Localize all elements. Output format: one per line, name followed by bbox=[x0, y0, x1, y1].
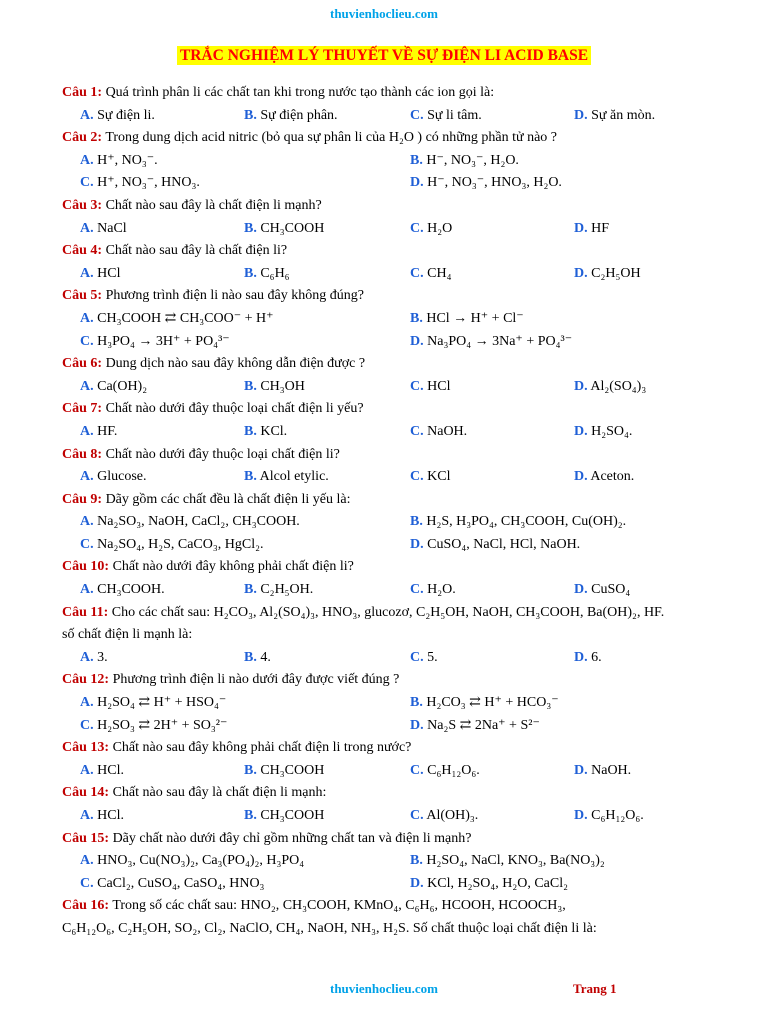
answer-option[interactable] bbox=[410, 511, 626, 533]
answer-option[interactable] bbox=[244, 218, 324, 240]
question-line bbox=[62, 127, 732, 150]
options-row bbox=[62, 647, 732, 670]
answer-option[interactable] bbox=[80, 760, 124, 782]
answer-option[interactable] bbox=[244, 105, 338, 127]
option-label: D. bbox=[410, 717, 424, 733]
option-label: B. bbox=[410, 695, 423, 711]
option-text: H₂O bbox=[427, 220, 453, 236]
question-text: Dung dịch nào sau đây không dẫn điện được ? bbox=[105, 356, 366, 372]
answer-option[interactable] bbox=[244, 263, 290, 285]
option-text: KCl, H₂SO₄, H₂O, CaCl₂ bbox=[427, 875, 568, 891]
options-row bbox=[62, 308, 732, 331]
question-text: Trong số các chất sau: HNO₂, CH₃COOH, KMnO₄, C₆H₆, HCOOH, HCOOCH₃, bbox=[112, 898, 566, 914]
option-text: H₂SO₄. bbox=[591, 423, 633, 439]
option-label: D. bbox=[574, 808, 588, 823]
question-line bbox=[62, 398, 732, 421]
question-text: Chất nào sau đây là chất điện li mạnh? bbox=[105, 197, 322, 213]
option-label: A. bbox=[80, 853, 94, 869]
option-text: H₂CO₃ ⇄ H⁺ + HCO₃⁻ bbox=[426, 695, 559, 711]
answer-option[interactable] bbox=[80, 511, 300, 533]
answer-option[interactable] bbox=[410, 760, 480, 782]
option-label: B. bbox=[244, 220, 257, 236]
question-text: Quá trình phân li các chất tan khi trong nước tạo thành các ion gọi là: bbox=[105, 85, 495, 100]
option-label: A. bbox=[80, 469, 94, 485]
question-line bbox=[62, 353, 732, 376]
option-label: B. bbox=[244, 808, 257, 823]
option-text: HCl bbox=[427, 378, 451, 394]
option-label: C. bbox=[410, 378, 424, 394]
option-label: A. bbox=[80, 423, 94, 439]
option-label: D. bbox=[574, 582, 588, 598]
answer-option[interactable] bbox=[80, 105, 155, 127]
question-text: Dãy gồm các chất đều là chất điện li yếu là: bbox=[105, 491, 351, 507]
options-row bbox=[62, 105, 732, 128]
option-text: CH₃COOH bbox=[260, 808, 325, 823]
answer-option[interactable] bbox=[80, 218, 127, 240]
question-label: Câu 1: bbox=[62, 85, 103, 100]
option-label: B. bbox=[410, 853, 423, 869]
option-label: A. bbox=[80, 808, 94, 823]
question-label: Câu 10: bbox=[62, 559, 110, 575]
option-label: D. bbox=[574, 378, 588, 394]
option-label: C. bbox=[410, 762, 424, 778]
option-label: B. bbox=[410, 152, 423, 168]
answer-option[interactable] bbox=[410, 263, 451, 285]
option-text: H₂SO₄ ⇄ H⁺ + HSO₄⁻ bbox=[97, 695, 227, 711]
question-line bbox=[62, 444, 732, 467]
answer-option[interactable] bbox=[244, 376, 305, 398]
option-text: NaCl bbox=[97, 220, 127, 236]
option-text: NaOH. bbox=[591, 762, 632, 778]
question-label: Câu 7: bbox=[62, 401, 103, 417]
option-text: CH₃COOH bbox=[260, 220, 325, 236]
question-line bbox=[62, 669, 732, 692]
question-label: Câu 13: bbox=[62, 740, 110, 756]
option-label: B. bbox=[244, 265, 257, 281]
options-row bbox=[62, 850, 732, 873]
answer-option[interactable] bbox=[80, 850, 304, 872]
option-text: H⁻, NO₃⁻, H₂O. bbox=[426, 152, 519, 168]
option-text: C₆H₁₂O₆. bbox=[591, 808, 644, 823]
answer-option[interactable] bbox=[410, 331, 572, 353]
question-label: Câu 4: bbox=[62, 243, 103, 259]
option-text: HF bbox=[591, 220, 610, 236]
option-text: C₂H₅OH. bbox=[260, 582, 314, 598]
answer-option[interactable] bbox=[410, 647, 438, 669]
question-line bbox=[62, 489, 732, 512]
option-label: C. bbox=[80, 536, 94, 552]
option-label: A. bbox=[80, 152, 94, 168]
question-label: Câu 9: bbox=[62, 491, 103, 507]
option-label: B. bbox=[244, 469, 257, 485]
question-text-continued: C₆H₁₂O₆, C₂H₅OH, SO₂, Cl₂, NaClO, CH₄, NaOH, NH₃, H₂S. Số chất thuộc loại chất điện li là: bbox=[62, 920, 597, 936]
answer-option[interactable] bbox=[410, 534, 580, 556]
option-text: NaOH. bbox=[427, 423, 468, 439]
question-text: Trong dung dịch acid nitric (bỏ qua sự phân li của H₂O ) có những phần tử nào ? bbox=[105, 130, 558, 146]
question-line bbox=[62, 195, 732, 218]
answer-option[interactable] bbox=[574, 579, 630, 601]
option-label: D. bbox=[574, 220, 588, 236]
page-title: TRẮC NGHIỆM LÝ THUYẾT VỀ SỰ ĐIỆN LI ACID BASE bbox=[177, 46, 591, 65]
answer-option[interactable] bbox=[410, 850, 605, 872]
option-label: D. bbox=[574, 649, 588, 665]
question-text: Chất nào sau đây là chất điện li? bbox=[105, 243, 288, 259]
answer-option[interactable] bbox=[410, 172, 562, 194]
question-text-continued: số chất điện li mạnh là: bbox=[62, 627, 193, 643]
option-label: B. bbox=[244, 649, 257, 665]
option-label: B. bbox=[410, 514, 423, 530]
question-label: Câu 5: bbox=[62, 288, 103, 304]
options-row bbox=[62, 692, 732, 715]
option-label: A. bbox=[80, 220, 94, 236]
question-label: Câu 15: bbox=[62, 830, 110, 846]
option-label: A. bbox=[80, 107, 94, 123]
answer-option[interactable] bbox=[80, 579, 165, 601]
answer-option[interactable] bbox=[80, 172, 200, 194]
answer-option[interactable] bbox=[410, 579, 456, 601]
answer-option[interactable] bbox=[574, 421, 632, 443]
option-text: Na₂S ⇄ 2Na⁺ + S²⁻ bbox=[427, 717, 540, 733]
title-container bbox=[0, 46, 768, 65]
question-line bbox=[62, 828, 732, 851]
options-row bbox=[62, 376, 732, 399]
answer-option[interactable] bbox=[80, 308, 274, 330]
question-line bbox=[62, 556, 732, 579]
question-list bbox=[62, 82, 732, 941]
answer-option[interactable] bbox=[410, 105, 482, 127]
option-text: CH₃COOH ⇄ CH₃COO⁻ + H⁺ bbox=[97, 310, 274, 326]
option-label: B. bbox=[244, 762, 257, 778]
option-text: HCl. bbox=[97, 808, 124, 823]
options-row bbox=[62, 421, 732, 444]
options-row bbox=[62, 760, 732, 783]
option-text: H⁺, NO₃⁻, HNO₃. bbox=[97, 175, 200, 191]
question-text: Cho các chất sau: H₂CO₃, Al₂(SO₄)₃, HNO₃, glucozơ, C₂H₅OH, NaOH, CH₃COOH, Ba(OH)₂, HF. bbox=[111, 604, 665, 620]
question-text: Phương trình điện li nào dưới đây được viết đúng ? bbox=[112, 672, 400, 688]
answer-option[interactable] bbox=[244, 579, 313, 601]
option-label: B. bbox=[244, 423, 257, 439]
option-label: A. bbox=[80, 762, 94, 778]
option-label: D. bbox=[410, 536, 424, 552]
options-row bbox=[62, 218, 732, 241]
option-label: A. bbox=[80, 582, 94, 598]
option-label: A. bbox=[80, 310, 94, 326]
answer-option[interactable] bbox=[410, 466, 450, 488]
answer-option[interactable] bbox=[80, 421, 117, 443]
option-label: B. bbox=[410, 310, 423, 326]
answer-option[interactable] bbox=[574, 263, 641, 285]
question-line bbox=[62, 240, 732, 263]
question-text: Chất nào dưới đây thuộc loại chất điện li? bbox=[105, 446, 340, 462]
site-header: thuvienhoclieu.com bbox=[330, 6, 438, 21]
option-text: KCl. bbox=[260, 423, 288, 439]
option-text: Alcol etylic. bbox=[259, 469, 329, 485]
answer-option[interactable] bbox=[574, 218, 609, 240]
option-text: Na₂SO₄, H₂S, CaCO₃, HgCl₂. bbox=[97, 536, 264, 552]
option-label: D. bbox=[574, 107, 588, 123]
options-row bbox=[62, 466, 732, 489]
option-label: C. bbox=[410, 649, 424, 665]
options-row bbox=[62, 534, 732, 557]
option-text: Glucose. bbox=[97, 469, 147, 485]
option-label: A. bbox=[80, 514, 94, 530]
question-label: Câu 16: bbox=[62, 898, 110, 914]
option-text: Sự li tâm. bbox=[427, 107, 482, 123]
option-text: HCl. bbox=[97, 762, 124, 778]
option-text: HCl bbox=[97, 265, 121, 281]
option-label: A. bbox=[80, 649, 94, 665]
site-footer: thuvienhoclieu.com bbox=[330, 981, 438, 996]
option-label: C. bbox=[80, 717, 94, 733]
question-line bbox=[62, 895, 732, 918]
option-label: B. bbox=[244, 107, 257, 123]
option-label: C. bbox=[410, 220, 424, 236]
answer-option[interactable] bbox=[80, 331, 230, 353]
question-text: Phương trình điện li nào sau đây không đúng? bbox=[105, 288, 364, 304]
option-label: D. bbox=[410, 333, 424, 349]
answer-option[interactable] bbox=[410, 692, 559, 714]
option-label: D. bbox=[410, 175, 424, 191]
answer-option[interactable] bbox=[80, 263, 120, 285]
options-row bbox=[62, 511, 732, 534]
answer-option[interactable] bbox=[80, 150, 158, 172]
question-label: Câu 2: bbox=[62, 130, 103, 146]
question-text: Chất nào dưới đây không phải chất điện li? bbox=[112, 559, 354, 575]
option-text: Al(OH)₃. bbox=[426, 808, 479, 823]
options-row bbox=[62, 805, 732, 828]
question-line bbox=[62, 285, 732, 308]
answer-option[interactable] bbox=[80, 805, 124, 827]
answer-option[interactable] bbox=[410, 715, 540, 737]
option-text: H₂S, H₃PO₄, CH₃COOH, Cu(OH)₂. bbox=[426, 514, 627, 530]
question-line bbox=[62, 82, 732, 105]
answer-option[interactable] bbox=[574, 760, 631, 782]
answer-option[interactable] bbox=[574, 105, 655, 127]
option-text: KCl bbox=[427, 469, 451, 485]
option-label: B. bbox=[244, 378, 257, 394]
answer-option[interactable] bbox=[80, 692, 226, 714]
option-label: A. bbox=[80, 265, 94, 281]
answer-option[interactable] bbox=[410, 805, 478, 827]
option-label: B. bbox=[244, 582, 257, 598]
option-label: D. bbox=[574, 762, 588, 778]
option-text: Na₃PO₄ → 3Na⁺ + PO₄³⁻ bbox=[427, 333, 573, 349]
answer-option[interactable] bbox=[80, 873, 264, 895]
option-text: CaCl₂, CuSO₄, CaSO₄, HNO₃ bbox=[97, 875, 265, 891]
question-label: Câu 3: bbox=[62, 197, 103, 213]
answer-option[interactable] bbox=[80, 715, 227, 737]
option-text: Al₂(SO₄)₃ bbox=[590, 378, 647, 394]
option-label: C. bbox=[410, 808, 424, 823]
question-text: Chất nào dưới đây thuộc loại chất điện li yếu? bbox=[105, 401, 364, 417]
options-row bbox=[62, 150, 732, 173]
option-label: C. bbox=[80, 175, 94, 191]
question-line bbox=[62, 737, 732, 760]
option-text: HNO₃, Cu(NO₃)₂, Ca₃(PO₄)₂, H₃PO₄ bbox=[97, 853, 305, 869]
option-text: 4. bbox=[260, 649, 271, 665]
page-number: Trang 1 bbox=[573, 981, 617, 996]
option-label: C. bbox=[410, 423, 424, 439]
answer-option[interactable] bbox=[244, 760, 324, 782]
answer-option[interactable] bbox=[410, 421, 467, 443]
answer-option[interactable] bbox=[574, 376, 646, 398]
answer-option[interactable] bbox=[80, 466, 147, 488]
option-text: H⁻, NO₃⁻, HNO₃, H₂O. bbox=[427, 175, 562, 191]
option-label: C. bbox=[80, 875, 94, 891]
option-label: D. bbox=[574, 469, 588, 485]
option-text: Sự điện phân. bbox=[260, 107, 338, 123]
answer-option[interactable] bbox=[244, 647, 271, 669]
question-line bbox=[62, 782, 732, 805]
option-label: C. bbox=[410, 582, 424, 598]
option-text: 3. bbox=[97, 649, 108, 665]
option-label: D. bbox=[574, 423, 588, 439]
option-text: C₆H₁₂O₆. bbox=[427, 762, 480, 778]
answer-option[interactable] bbox=[574, 647, 602, 669]
question-label: Câu 12: bbox=[62, 672, 110, 688]
option-text: CH₄ bbox=[427, 265, 452, 281]
question-text: Chất nào sau đây là chất điện li mạnh: bbox=[112, 785, 327, 801]
option-text: Na₂SO₃, NaOH, CaCl₂, CH₃COOH. bbox=[97, 514, 300, 530]
option-text: CH₃OH bbox=[260, 378, 305, 394]
option-text: Sự ăn mòn. bbox=[591, 107, 656, 123]
options-row bbox=[62, 331, 732, 354]
options-row bbox=[62, 172, 732, 195]
option-label: C. bbox=[410, 265, 424, 281]
option-label: D. bbox=[574, 265, 588, 281]
question-label: Câu 6: bbox=[62, 356, 103, 372]
option-text: H⁺, NO₃⁻. bbox=[97, 152, 158, 168]
answer-option[interactable] bbox=[80, 647, 108, 669]
answer-option[interactable] bbox=[80, 376, 147, 398]
question-label: Câu 11: bbox=[62, 604, 109, 620]
option-label: C. bbox=[410, 107, 424, 123]
footer bbox=[0, 981, 768, 999]
answer-option[interactable] bbox=[80, 534, 263, 556]
answer-option[interactable] bbox=[410, 308, 524, 330]
option-text: Ca(OH)₂ bbox=[97, 378, 148, 394]
option-text: HCl → H⁺ + Cl⁻ bbox=[426, 310, 524, 326]
option-text: CH₃COOH. bbox=[97, 582, 165, 598]
option-text: C₆H₆ bbox=[260, 265, 290, 281]
option-label: C. bbox=[410, 469, 424, 485]
answer-option[interactable] bbox=[410, 150, 519, 172]
answer-option[interactable] bbox=[244, 805, 324, 827]
question-text: Dãy chất nào dưới đây chỉ gồm những chất tan và điện li mạnh? bbox=[112, 830, 472, 846]
answer-option[interactable] bbox=[244, 466, 329, 488]
option-text: C₂H₅OH bbox=[591, 265, 641, 281]
question-label: Câu 8: bbox=[62, 446, 103, 462]
option-text: H₂O. bbox=[427, 582, 456, 598]
options-row bbox=[62, 263, 732, 286]
answer-option[interactable] bbox=[574, 805, 644, 827]
options-row bbox=[62, 715, 732, 738]
option-text: CH₃COOH bbox=[260, 762, 325, 778]
options-row bbox=[62, 873, 732, 896]
option-text: 6. bbox=[591, 649, 602, 665]
option-text: CuSO₄, NaCl, HCl, NaOH. bbox=[427, 536, 581, 552]
answer-option[interactable] bbox=[244, 421, 287, 443]
option-text: CuSO₄ bbox=[591, 582, 631, 598]
option-label: A. bbox=[80, 378, 94, 394]
option-text: Sự điện li. bbox=[97, 107, 155, 123]
options-row bbox=[62, 579, 732, 602]
question-text: Chất nào sau đây không phải chất điện li trong nước? bbox=[112, 740, 412, 756]
option-text: HF. bbox=[97, 423, 118, 439]
answer-option[interactable] bbox=[410, 218, 452, 240]
question-label: Câu 14: bbox=[62, 785, 110, 801]
answer-option[interactable] bbox=[410, 873, 568, 895]
option-text: H₃PO₄ → 3H⁺ + PO₄³⁻ bbox=[97, 333, 230, 349]
option-text: 5. bbox=[427, 649, 438, 665]
option-label: C. bbox=[80, 333, 94, 349]
option-text: Aceton. bbox=[590, 469, 635, 485]
question-line bbox=[62, 602, 732, 625]
option-label: D. bbox=[410, 875, 424, 891]
answer-option[interactable] bbox=[574, 466, 634, 488]
option-text: H₂SO₃ ⇄ 2H⁺ + SO₃²⁻ bbox=[97, 717, 228, 733]
option-text: H₂SO₄, NaCl, KNO₃, Ba(NO₃)₂ bbox=[426, 853, 605, 869]
answer-option[interactable] bbox=[410, 376, 450, 398]
option-label: A. bbox=[80, 695, 94, 711]
